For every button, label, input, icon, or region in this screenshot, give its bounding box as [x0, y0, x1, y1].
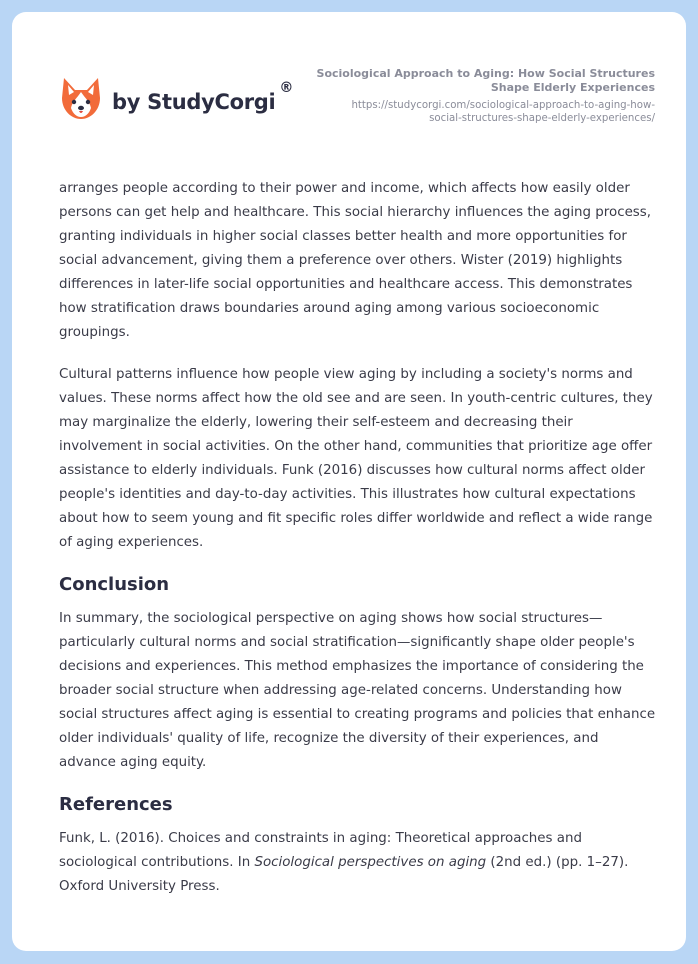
registered-mark: ®: [279, 80, 294, 96]
studycorgi-logo[interactable]: [60, 76, 294, 122]
paragraph: Cultural patterns influence how people view aging by including a society's norms and values. These norms affect how the old see and are seen. In youth-centric cultures, they may marginalize the elderly, lowering their self-esteem and decreasing their involvement in social activities. On the other hand, communities that prioritize age offer assistance to elderly individuals. Funk (2016) discusses how cultural norms affect older people's identities and day-to-day activities. This illustrates how cultural expectations about how to seem young and fit specific roles differ worldwide and reflect a wide range of aging experiences.: [59, 367, 653, 550]
document-url[interactable]: https://studycorgi.com/sociological-approach-to-aging-how- social-structures-shape-elderly-experiences/: [351, 100, 655, 124]
reference-entry: Funk, L. (2016). Choices and constraints in aging: Theoretical approaches and sociological contributions. In Sociological perspectives on aging (2nd ed.) (pp. 1–27). Oxford University Press.: [59, 831, 629, 894]
brand-name: by StudyCorgi ®: [112, 80, 294, 114]
paragraph: arranges people according to their power and income, which affects how easily older persons can get help and healthcare. This social hierarchy influences the aging process, granting individuals in higher social classes better health and more opportunities for social advancement, giving them a preference over others. Wister (2019) highlights differences in later-life social opportunities and healthcare access. This demonstrates how stratification draws boundaries around aging among various socioeconomic groupings.: [59, 181, 652, 340]
paragraph: In summary, the sociological perspective on aging shows how social structures—particularly cultural norms and social stratification—significantly shape older people's decisions and experiences. This method emphasizes the importance of considering the broader social structure when addressing age-related concerns. Understanding how social structures affect aging is essential to creating programs and policies that enhance older individuals' quality of life, recognize the diversity of their experiences, and advance aging equity.: [59, 611, 656, 770]
document-page: [12, 12, 686, 951]
corgi-logo-icon: [60, 76, 102, 122]
reference-book-title: Sociological perspectives on aging: [254, 855, 487, 870]
document-body: [59, 177, 659, 917]
document-title: Sociological Approach to Aging: How Social Structures Shape Elderly Experiences: [316, 67, 655, 94]
conclusion-heading: Conclusion: [59, 574, 170, 595]
document-meta: [295, 67, 655, 125]
references-heading: References: [59, 794, 173, 815]
